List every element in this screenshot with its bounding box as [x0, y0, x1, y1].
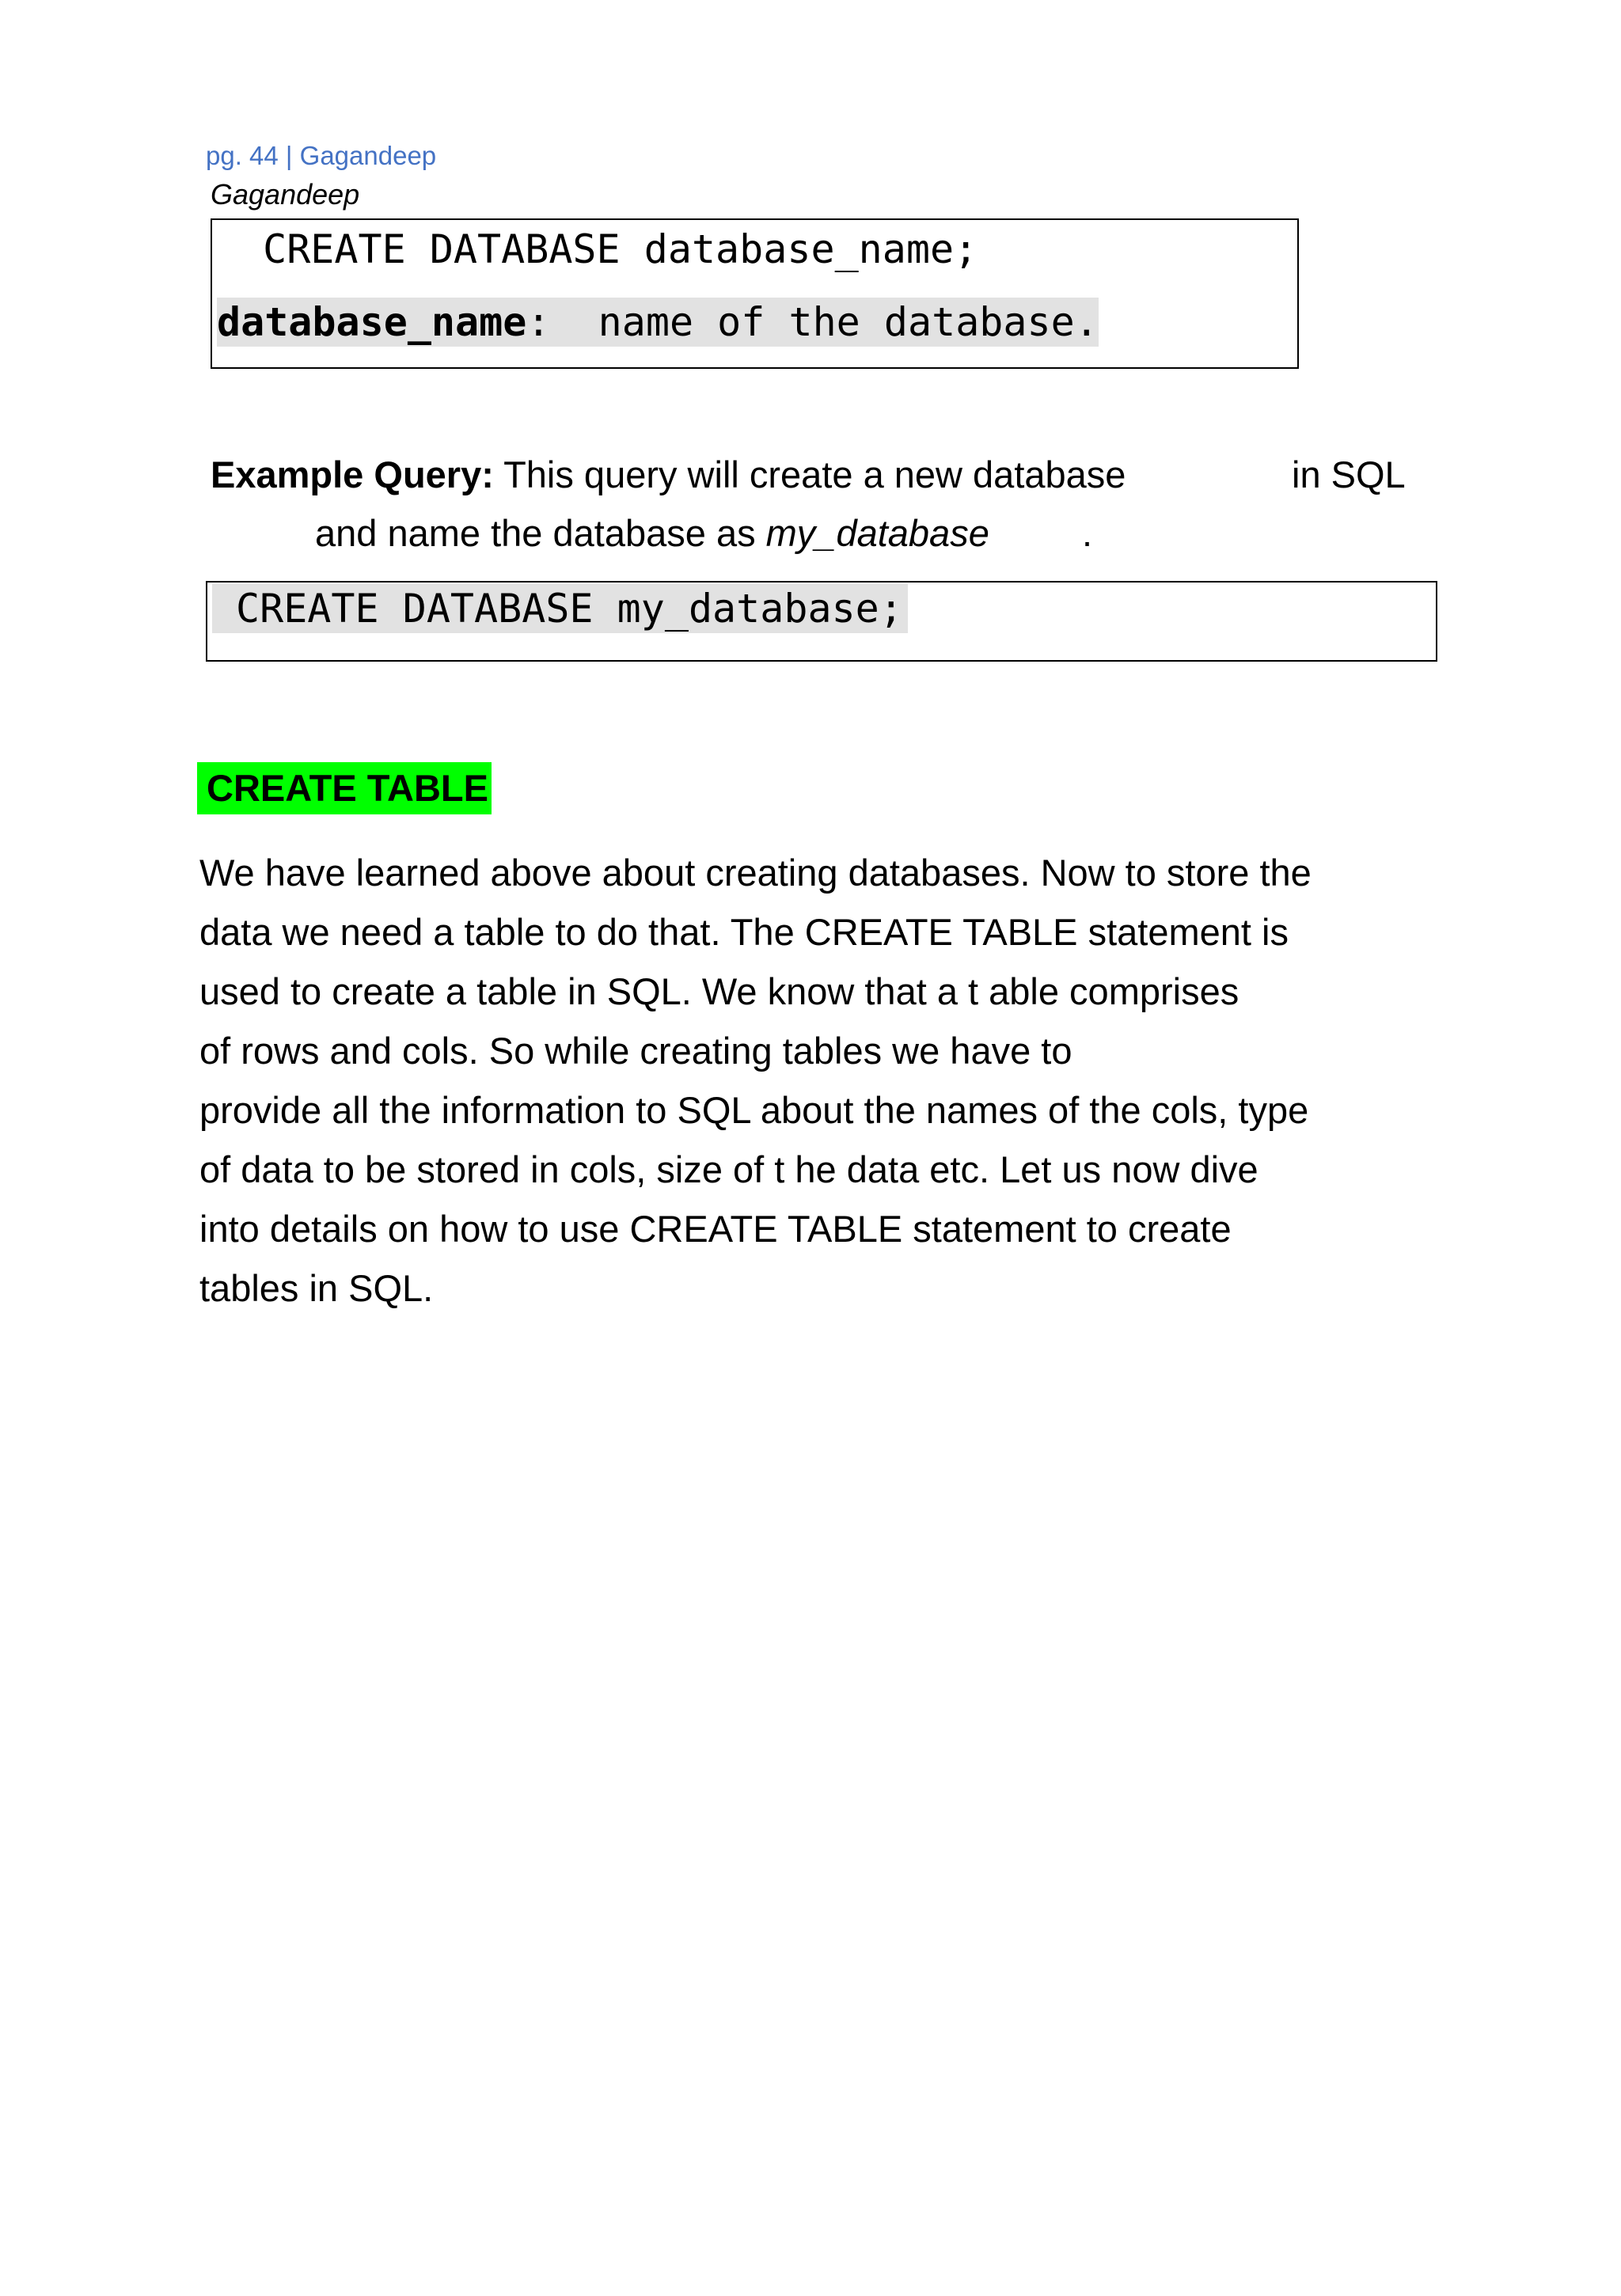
parameter-description: name of the database. — [598, 299, 1099, 345]
parameter-separator: : — [526, 299, 598, 345]
example-db-name: my_database — [765, 512, 989, 554]
example-text-2: in SQL — [1292, 454, 1406, 495]
author-name: Gagandeep — [211, 178, 360, 211]
syntax-statement: CREATE DATABASE database_name; — [239, 226, 978, 272]
example-text-1: This query will create a new database — [493, 454, 1126, 495]
syntax-code-box — [211, 218, 1299, 369]
section-heading: CREATE TABLE — [197, 762, 492, 814]
example-label: Example Query: — [211, 454, 494, 495]
body-line: tables in SQL. — [199, 1267, 434, 1309]
example-code: CREATE DATABASE my_database; — [212, 584, 908, 633]
body-line: used to create a table in SQL. We know that a t able comprises — [199, 970, 1239, 1012]
body-line: of data to be stored in cols, size of t he data etc. Let us now dive — [199, 1148, 1258, 1190]
body-line: provide all the information to SQL about the names of the cols, type — [199, 1089, 1309, 1131]
syntax-parameter — [217, 298, 1099, 347]
body-line: into details on how to use CREATE TABLE statement to create — [199, 1208, 1232, 1250]
example-code-box — [206, 581, 1437, 662]
body-line: data we need a table to do that. The CREATE TABLE statement is — [199, 911, 1289, 953]
page-header: pg. 44 | Gagandeep — [206, 141, 437, 170]
example-text-4: . — [1082, 512, 1093, 554]
body-line: of rows and cols. So while creating tables we have to — [199, 1030, 1072, 1072]
example-line-2 — [315, 503, 989, 563]
example-text-3: and name the database as — [315, 512, 766, 554]
body-line: We have learned above about creating databases. Now to store the — [199, 852, 1312, 894]
parameter-name: database_name — [217, 299, 527, 345]
example-line-1 — [211, 445, 1126, 504]
